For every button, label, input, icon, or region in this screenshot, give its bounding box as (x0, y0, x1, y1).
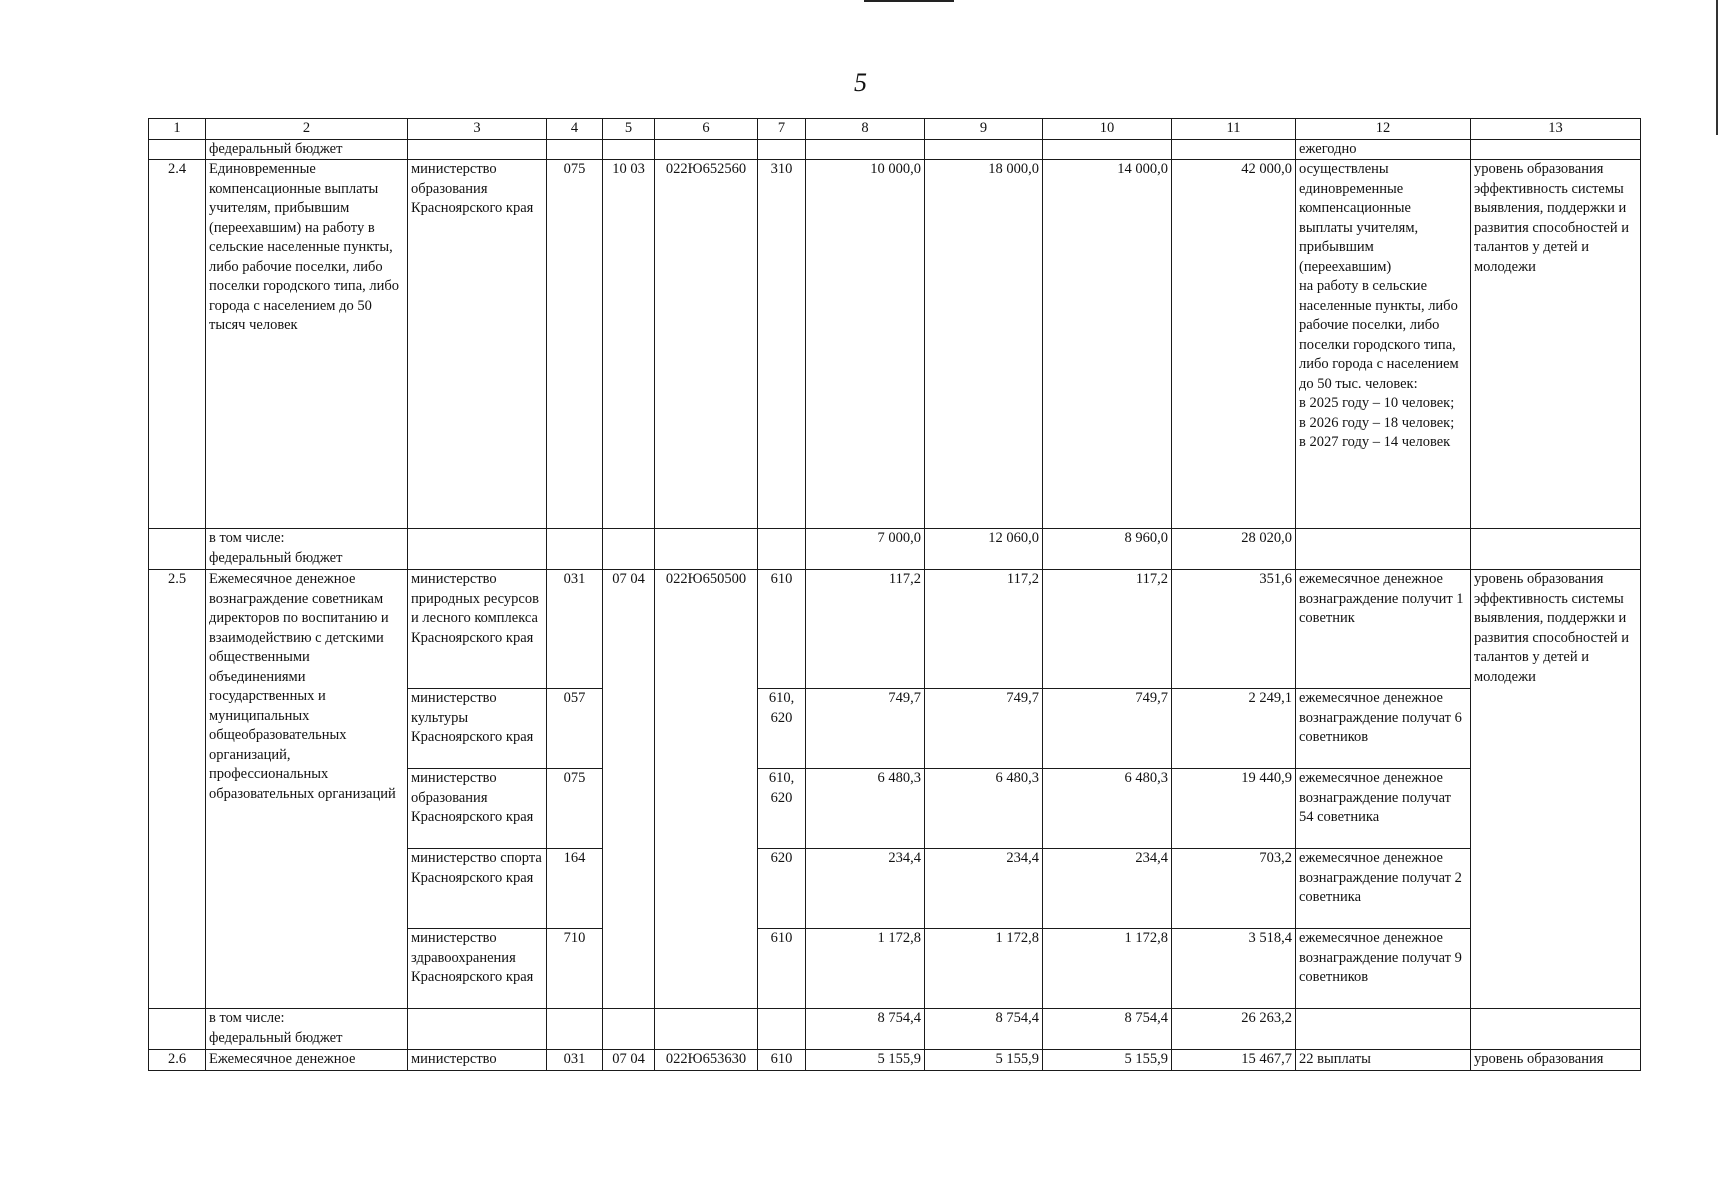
value-cell: 5 155,9 (925, 1050, 1043, 1071)
value-cell: 7 000,0 (806, 529, 925, 570)
code-cell: 031 (547, 570, 603, 689)
code-cell: 022Ю653630 (655, 1050, 758, 1071)
value-cell: 12 060,0 (925, 529, 1043, 570)
header-cell: 4 (547, 119, 603, 140)
ministry-cell: министерство здравоохранения Красноярского края (408, 929, 547, 1009)
header-cell: 11 (1172, 119, 1296, 140)
value-cell: 26 263,2 (1172, 1009, 1296, 1050)
header-cell: 7 (758, 119, 806, 140)
table-row (149, 570, 1641, 689)
value-cell: 3 518,4 (1172, 929, 1296, 1009)
item-number: 2.6 (149, 1050, 206, 1071)
code-cell: 310 (758, 160, 806, 529)
header-cell: 5 (603, 119, 655, 140)
table-row (149, 529, 1641, 570)
value-cell: 703,2 (1172, 849, 1296, 929)
value-cell: 18 000,0 (925, 160, 1043, 529)
value-cell: 6 480,3 (925, 769, 1043, 849)
value-cell: 117,2 (806, 570, 925, 689)
target-cell: уровень образования эффективность системы выявления, поддержки и развития способностей и талантов у детей и молодежи (1471, 160, 1641, 529)
code-cell: 07 04 (603, 570, 655, 1009)
code-cell: 022Ю652560 (655, 160, 758, 529)
table-row (149, 160, 1641, 529)
code-cell: 057 (547, 689, 603, 769)
value-cell: 14 000,0 (1043, 160, 1172, 529)
code-cell: 610, 620 (758, 769, 806, 849)
budget-label: в том числе: федеральный бюджет (206, 1009, 408, 1050)
result-cell: 22 выплаты (1296, 1050, 1471, 1071)
budget-label: в том числе: федеральный бюджет (206, 529, 408, 570)
table-row (149, 139, 1641, 160)
header-cell: 12 (1296, 119, 1471, 140)
item-name: Ежемесячное денежное вознаграждение советникам директоров по воспитанию и взаимодействию с детскими общественными объединениями государственных и муниципальных общеобразовательных организаций, профессиональных образовательных организаций (206, 570, 408, 1009)
value-cell: 234,4 (925, 849, 1043, 929)
top-rule (864, 0, 954, 2)
ministry-cell: министерство образования Красноярского края (408, 769, 547, 849)
code-cell: 031 (547, 1050, 603, 1071)
value-cell: 19 440,9 (1172, 769, 1296, 849)
item-name: Единовременные компенсационные выплаты учителям, прибывшим (переехавшим) на работу в сельские населенные пункты, либо рабочие поселки, либо поселки городского типа, либо города с населением до 50 тысяч человек (206, 160, 408, 529)
result-cell: осуществлены единовременные компенсационные выплаты учителям, прибывшим (переехавшим) на работу в сельские населенные пункты, либо рабочие поселки, либо поселки городского типа, либо города с населением до 50 тыс. человек: в 2025 году – 10 человек; в 2026 году – 18 человек; в 2027 году – 14 человек (1296, 160, 1471, 529)
code-cell: 10 03 (603, 160, 655, 529)
value-cell: 6 480,3 (806, 769, 925, 849)
header-cell: 9 (925, 119, 1043, 140)
result-cell: ежегодно (1296, 139, 1471, 160)
table-row (149, 1050, 1641, 1071)
ministry-cell: министерство образования Красноярского края (408, 160, 547, 529)
value-cell: 6 480,3 (1043, 769, 1172, 849)
table-row (149, 1009, 1641, 1050)
item-name: Ежемесячное денежное (206, 1050, 408, 1071)
header-cell: 3 (408, 119, 547, 140)
value-cell: 749,7 (925, 689, 1043, 769)
ministry-cell: министерство природных ресурсов и лесного комплекса Красноярского края (408, 570, 547, 689)
code-cell: 710 (547, 929, 603, 1009)
value-cell: 1 172,8 (806, 929, 925, 1009)
budget-table (148, 118, 1641, 1071)
budget-label: федеральный бюджет (206, 139, 408, 160)
value-cell: 42 000,0 (1172, 160, 1296, 529)
header-row (149, 119, 1641, 140)
ministry-cell: министерство спорта Красноярского края (408, 849, 547, 929)
value-cell: 8 960,0 (1043, 529, 1172, 570)
result-cell: ежемесячное денежное вознаграждение получат 9 советников (1296, 929, 1471, 1009)
value-cell: 2 249,1 (1172, 689, 1296, 769)
code-cell: 610 (758, 1050, 806, 1071)
target-cell: уровень образования (1471, 1050, 1641, 1071)
value-cell: 10 000,0 (806, 160, 925, 529)
code-cell: 620 (758, 849, 806, 929)
value-cell: 5 155,9 (806, 1050, 925, 1071)
value-cell: 234,4 (1043, 849, 1172, 929)
value-cell: 117,2 (925, 570, 1043, 689)
item-number: 2.4 (149, 160, 206, 529)
value-cell: 749,7 (1043, 689, 1172, 769)
value-cell: 234,4 (806, 849, 925, 929)
item-number: 2.5 (149, 570, 206, 1009)
code-cell: 07 04 (603, 1050, 655, 1071)
value-cell: 28 020,0 (1172, 529, 1296, 570)
value-cell: 5 155,9 (1043, 1050, 1172, 1071)
code-cell: 075 (547, 769, 603, 849)
ministry-cell: министерство культуры Красноярского края (408, 689, 547, 769)
result-cell: ежемесячное денежное вознаграждение получат 2 советника (1296, 849, 1471, 929)
value-cell: 15 467,7 (1172, 1050, 1296, 1071)
header-cell: 6 (655, 119, 758, 140)
value-cell: 749,7 (806, 689, 925, 769)
header-cell: 2 (206, 119, 408, 140)
value-cell: 1 172,8 (1043, 929, 1172, 1009)
code-cell: 022Ю650500 (655, 570, 758, 1009)
value-cell: 8 754,4 (806, 1009, 925, 1050)
code-cell: 610, 620 (758, 689, 806, 769)
value-cell: 351,6 (1172, 570, 1296, 689)
result-cell: ежемесячное денежное вознаграждение получат 6 советников (1296, 689, 1471, 769)
value-cell: 8 754,4 (925, 1009, 1043, 1050)
header-cell: 8 (806, 119, 925, 140)
code-cell: 164 (547, 849, 603, 929)
value-cell: 117,2 (1043, 570, 1172, 689)
value-cell: 8 754,4 (1043, 1009, 1172, 1050)
value-cell: 1 172,8 (925, 929, 1043, 1009)
header-cell: 13 (1471, 119, 1641, 140)
header-cell: 1 (149, 119, 206, 140)
result-cell: ежемесячное денежное вознаграждение получит 1 советник (1296, 570, 1471, 689)
code-cell: 610 (758, 929, 806, 1009)
page-number: 5 (854, 68, 867, 97)
code-cell: 610 (758, 570, 806, 689)
ministry-cell: министерство (408, 1050, 547, 1071)
result-cell: ежемесячное денежное вознаграждение получат 54 советника (1296, 769, 1471, 849)
code-cell: 075 (547, 160, 603, 529)
target-cell: уровень образования эффективность системы выявления, поддержки и развития способностей и талантов у детей и молодежи (1471, 570, 1641, 1009)
header-cell: 10 (1043, 119, 1172, 140)
